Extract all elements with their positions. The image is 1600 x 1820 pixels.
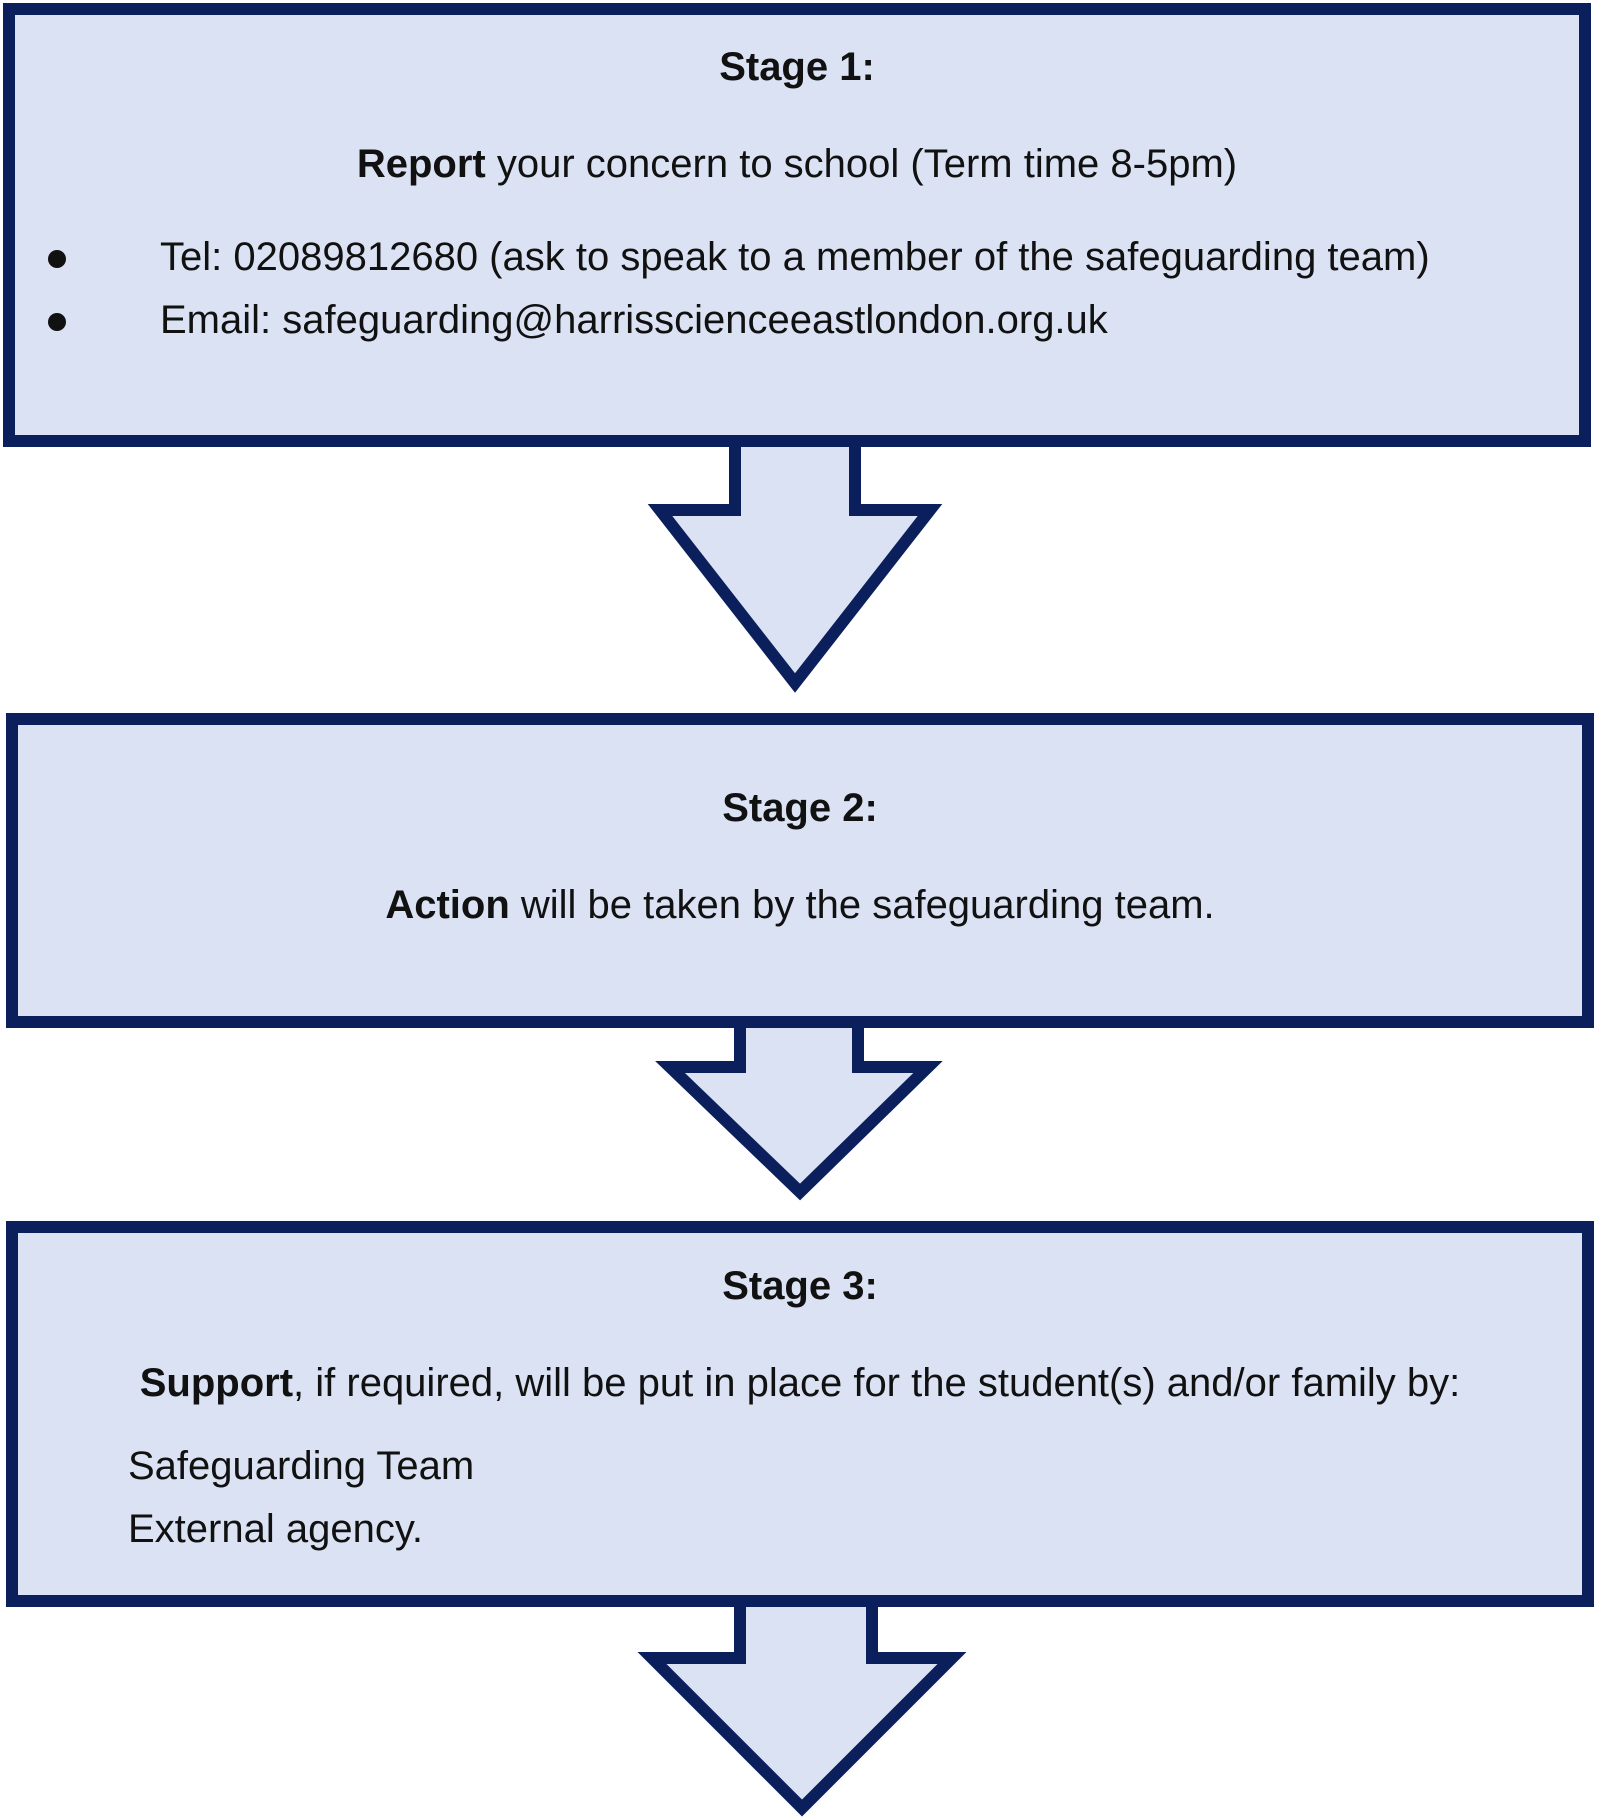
bullet-icon: [48, 250, 66, 268]
phone-text: Tel: 02089812680 (ask to speak to a member of the safeguarding team): [160, 235, 1430, 279]
down-arrow-2: [670, 1016, 928, 1192]
down-arrow-3: [652, 1595, 952, 1808]
stage-2-description-text: will be taken by the safeguarding team.: [509, 883, 1215, 927]
stage-1-contact-phone: [15, 226, 1579, 289]
stage-2-description: [18, 881, 1582, 929]
stage-3-box: [6, 1221, 1594, 1607]
stage-2-box: [6, 713, 1594, 1028]
stage-3-keyword: Support: [139, 1361, 294, 1405]
stage-1-keyword: Report: [356, 142, 486, 186]
bullet-icon: [48, 313, 66, 331]
stage-1-contact-email: [15, 289, 1579, 352]
stage-3-support-item: External agency.: [128, 1507, 423, 1551]
stage-1-box: [3, 3, 1591, 447]
stage-3-support-item: Safeguarding Team: [128, 1444, 475, 1488]
stage-1-contact-list: [15, 226, 1579, 352]
email-text: Email: safeguarding@harrisscienceeastlondon.org.uk: [160, 298, 1108, 342]
stage-1-title: Stage 1:: [719, 45, 875, 89]
down-arrow-1: [660, 437, 930, 683]
stage-3-description: [18, 1359, 1582, 1407]
stage-2-title: Stage 2:: [722, 786, 878, 830]
stage-1-description: [15, 140, 1579, 188]
stage-3-title: Stage 3:: [722, 1264, 878, 1308]
stage-2-keyword: Action: [385, 883, 510, 927]
stage-1-description-text: your concern to school (Term time 8-5pm): [485, 142, 1238, 186]
stage-3-support-list: [128, 1435, 474, 1561]
stage-3-description-text: , if required, will be put in place for the student(s) and/or family by:: [293, 1361, 1461, 1405]
